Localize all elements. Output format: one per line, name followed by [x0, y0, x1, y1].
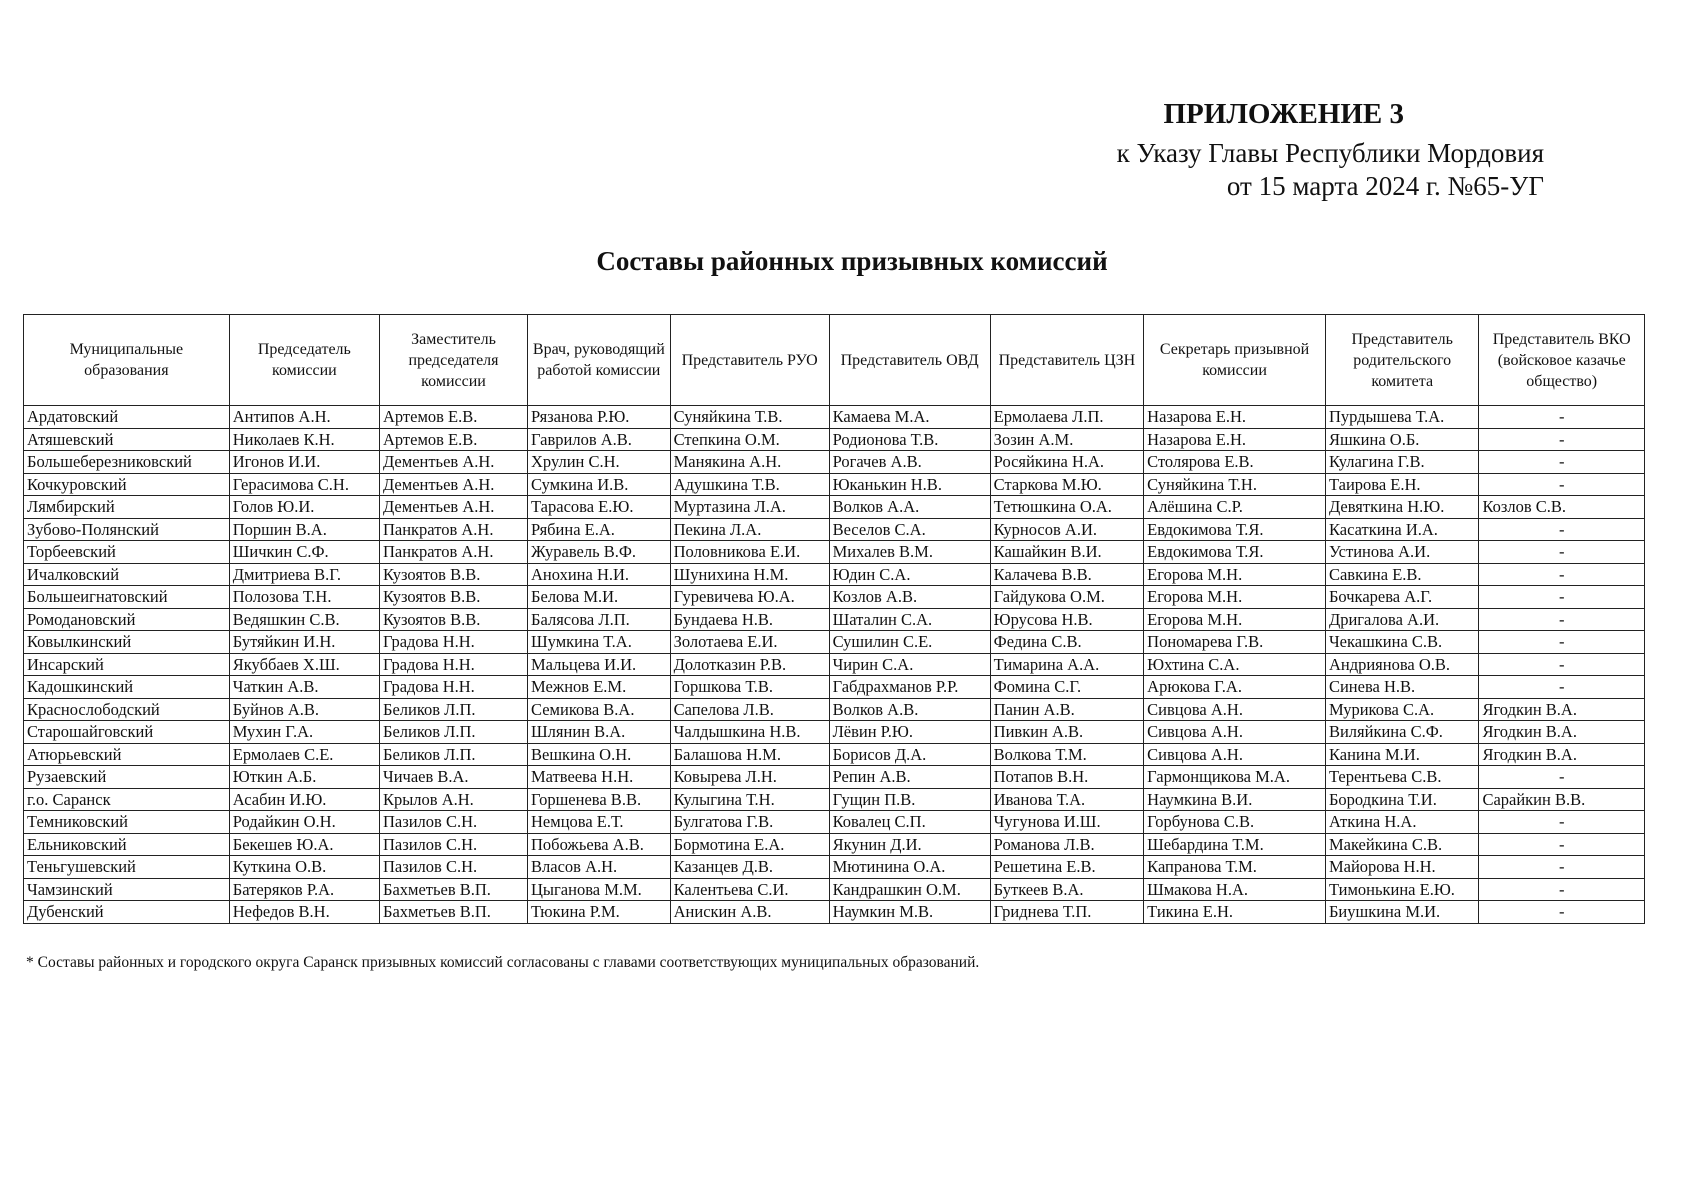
table-cell: Горбунова С.В.: [1144, 811, 1326, 834]
table-cell: Казанцев Д.В.: [670, 856, 829, 879]
table-row: [24, 563, 1645, 586]
table-cell: Кузоятов В.В.: [379, 563, 527, 586]
table-cell: Сивцова А.Н.: [1144, 743, 1326, 766]
table-cell: Шумкина Т.А.: [528, 631, 671, 654]
table-cell: Чамзинский: [24, 878, 230, 901]
table-cell: Поршин В.А.: [229, 518, 379, 541]
table-cell: Евдокимова Т.Я.: [1144, 518, 1326, 541]
table-row: [24, 811, 1645, 834]
table-cell: Федина С.В.: [990, 631, 1143, 654]
table-cell: Атяшевский: [24, 428, 230, 451]
table-cell: Назарова Е.Н.: [1144, 428, 1326, 451]
column-header: Представитель РУО: [670, 315, 829, 406]
table-cell: Градова Н.Н.: [379, 676, 527, 699]
table-cell: Столярова Е.В.: [1144, 451, 1326, 474]
table-cell: Ведяшкин С.В.: [229, 608, 379, 631]
table-cell: Суняйкина Т.Н.: [1144, 473, 1326, 496]
table-cell: Сарайкин В.В.: [1479, 788, 1645, 811]
column-header: Врач, руководящий работой комиссии: [528, 315, 671, 406]
table-cell: Сумкина И.В.: [528, 473, 671, 496]
table-row: [24, 473, 1645, 496]
table-cell: Капранова Т.М.: [1144, 856, 1326, 879]
table-row: [24, 608, 1645, 631]
table-cell: Егорова М.Н.: [1144, 586, 1326, 609]
table-cell: Бахметьев В.П.: [379, 878, 527, 901]
table-cell: Мальцева И.И.: [528, 653, 671, 676]
table-cell: Шебардина Т.М.: [1144, 833, 1326, 856]
table-cell: Балясова Л.П.: [528, 608, 671, 631]
table-cell: Суняйкина Т.В.: [670, 406, 829, 429]
table-row: [24, 406, 1645, 429]
table-row: [24, 788, 1645, 811]
table-cell: Чаткин А.В.: [229, 676, 379, 699]
table-cell: Шичкин С.Ф.: [229, 541, 379, 564]
table-cell: Дригалова А.И.: [1325, 608, 1478, 631]
table-cell: Краснослободский: [24, 698, 230, 721]
table-cell: Тетюшкина О.А.: [990, 496, 1143, 519]
table-cell: Градова Н.Н.: [379, 653, 527, 676]
table-cell: Касаткина И.А.: [1325, 518, 1478, 541]
table-cell: Крылов А.Н.: [379, 788, 527, 811]
table-cell: -: [1479, 563, 1645, 586]
table-cell: Биушкина М.И.: [1325, 901, 1478, 924]
table-cell: Чекашкина С.В.: [1325, 631, 1478, 654]
table-cell: -: [1479, 451, 1645, 474]
table-cell: -: [1479, 653, 1645, 676]
table-cell: Беликов Л.П.: [379, 721, 527, 744]
column-header: Представитель ЦЗН: [990, 315, 1143, 406]
table-cell: Чалдышкина Н.В.: [670, 721, 829, 744]
table-cell: Николаев К.Н.: [229, 428, 379, 451]
column-header: Председатель комиссии: [229, 315, 379, 406]
table-cell: Лямбирский: [24, 496, 230, 519]
table-row: [24, 451, 1645, 474]
table-cell: Репин А.В.: [829, 766, 990, 789]
table-row: [24, 766, 1645, 789]
table-cell: Ковалец С.П.: [829, 811, 990, 834]
table-cell: Терентьева С.В.: [1325, 766, 1478, 789]
table-cell: Шмакова Н.А.: [1144, 878, 1326, 901]
table-cell: Евдокимова Т.Я.: [1144, 541, 1326, 564]
table-cell: Горшкова Т.В.: [670, 676, 829, 699]
table-cell: Родайкин О.Н.: [229, 811, 379, 834]
table-cell: Власов А.Н.: [528, 856, 671, 879]
table-row: [24, 698, 1645, 721]
table-cell: Ягодкин В.А.: [1479, 721, 1645, 744]
table-header-row: [24, 315, 1645, 406]
table-cell: Ардатовский: [24, 406, 230, 429]
table-cell: Батеряков Р.А.: [229, 878, 379, 901]
table-cell: Белова М.И.: [528, 586, 671, 609]
table-cell: Тикина Е.Н.: [1144, 901, 1326, 924]
column-header: Секретарь призывной комиссии: [1144, 315, 1326, 406]
table-cell: Дмитриева В.Г.: [229, 563, 379, 586]
table-cell: Волков А.В.: [829, 698, 990, 721]
table-cell: Наумкин М.В.: [829, 901, 990, 924]
table-cell: -: [1479, 811, 1645, 834]
table-cell: Шлянин В.А.: [528, 721, 671, 744]
table-cell: Пурдышева Т.А.: [1325, 406, 1478, 429]
table-cell: Майорова Н.Н.: [1325, 856, 1478, 879]
table-cell: Камаева М.А.: [829, 406, 990, 429]
table-cell: Вешкина О.Н.: [528, 743, 671, 766]
table-cell: Мурикова С.А.: [1325, 698, 1478, 721]
table-cell: Девяткина Н.Ю.: [1325, 496, 1478, 519]
table-cell: Яшкина О.Б.: [1325, 428, 1478, 451]
table-cell: Артемов Е.В.: [379, 406, 527, 429]
table-cell: Нефедов В.Н.: [229, 901, 379, 924]
table-cell: Решетина Е.В.: [990, 856, 1143, 879]
table-cell: -: [1479, 541, 1645, 564]
table-cell: Анискин А.В.: [670, 901, 829, 924]
table-cell: Пекина Л.А.: [670, 518, 829, 541]
table-row: [24, 631, 1645, 654]
table-cell: Волков А.А.: [829, 496, 990, 519]
table-cell: Бахметьев В.П.: [379, 901, 527, 924]
table-cell: Виляйкина С.Ф.: [1325, 721, 1478, 744]
table-cell: Кузоятов В.В.: [379, 586, 527, 609]
table-cell: Устинова А.И.: [1325, 541, 1478, 564]
table-cell: Курносов А.И.: [990, 518, 1143, 541]
table-cell: Росяйкина Н.А.: [990, 451, 1143, 474]
table-cell: Бундаева Н.В.: [670, 608, 829, 631]
table-cell: Тарасова Е.Ю.: [528, 496, 671, 519]
table-cell: г.о. Саранск: [24, 788, 230, 811]
table-cell: Старкова М.Ю.: [990, 473, 1143, 496]
document-title: Составы районных призывных комиссий: [596, 246, 1108, 276]
table-cell: Савкина Е.В.: [1325, 563, 1478, 586]
table-cell: Ермолаев С.Е.: [229, 743, 379, 766]
table-cell: -: [1479, 766, 1645, 789]
column-header: Представитель родительского комитета: [1325, 315, 1478, 406]
table-cell: -: [1479, 406, 1645, 429]
table-cell: -: [1479, 428, 1645, 451]
table-cell: Большеигнатовский: [24, 586, 230, 609]
table-cell: Межнов Е.М.: [528, 676, 671, 699]
column-header: Заместитель председателя комиссии: [379, 315, 527, 406]
table-cell: Гущин П.В.: [829, 788, 990, 811]
table-cell: Муртазина Л.А.: [670, 496, 829, 519]
table-cell: -: [1479, 586, 1645, 609]
table-cell: Пазилов С.Н.: [379, 856, 527, 879]
table-cell: Кулыгина Т.Н.: [670, 788, 829, 811]
table-cell: Волкова Т.М.: [990, 743, 1143, 766]
table-cell: Михалев В.М.: [829, 541, 990, 564]
commissions-table: [23, 314, 1645, 924]
table-cell: Ягодкин В.А.: [1479, 743, 1645, 766]
table-cell: Куткина О.В.: [229, 856, 379, 879]
table-cell: Дубенский: [24, 901, 230, 924]
table-cell: Пазилов С.Н.: [379, 833, 527, 856]
decree-reference: к Указу Главы Республики Мордовия: [1116, 138, 1544, 168]
table-cell: Кашайкин В.И.: [990, 541, 1143, 564]
table-cell: Рязанова Р.Ю.: [528, 406, 671, 429]
table-cell: Сапелова Л.В.: [670, 698, 829, 721]
table-cell: Гаврилов А.В.: [528, 428, 671, 451]
table-cell: -: [1479, 901, 1645, 924]
table-cell: -: [1479, 676, 1645, 699]
table-cell: Макейкина С.В.: [1325, 833, 1478, 856]
table-cell: Атюрьевский: [24, 743, 230, 766]
table-cell: Беликов Л.П.: [379, 698, 527, 721]
table-cell: Андриянова О.В.: [1325, 653, 1478, 676]
table-cell: Рогачев А.В.: [829, 451, 990, 474]
table-cell: Гармонщикова М.А.: [1144, 766, 1326, 789]
table-cell: Ичалковский: [24, 563, 230, 586]
table-cell: Большеберезниковский: [24, 451, 230, 474]
table-cell: Ельниковский: [24, 833, 230, 856]
table-cell: Габдрахманов Р.Р.: [829, 676, 990, 699]
footnote: * Составы районных и городского округа Саранск призывных комиссий согласованы с главами соответствующих муниципальных образований.: [26, 954, 980, 971]
column-header: Представитель ОВД: [829, 315, 990, 406]
table-cell: Гриднева Т.П.: [990, 901, 1143, 924]
table-row: [24, 856, 1645, 879]
table-cell: -: [1479, 856, 1645, 879]
table-cell: Теньгушевский: [24, 856, 230, 879]
table-cell: Балашова Н.М.: [670, 743, 829, 766]
table-cell: Сушилин С.Е.: [829, 631, 990, 654]
table-cell: Панин А.В.: [990, 698, 1143, 721]
table-cell: Градова Н.Н.: [379, 631, 527, 654]
table-cell: Пазилов С.Н.: [379, 811, 527, 834]
table-cell: Золотаева Е.И.: [670, 631, 829, 654]
table-cell: Юрусова Н.В.: [990, 608, 1143, 631]
table-row: [24, 496, 1645, 519]
table-cell: Бормотина Е.А.: [670, 833, 829, 856]
table-cell: Бутяйкин И.Н.: [229, 631, 379, 654]
table-cell: Мухин Г.А.: [229, 721, 379, 744]
table-row: [24, 518, 1645, 541]
table-cell: Кочкуровский: [24, 473, 230, 496]
table-cell: Шаталин С.А.: [829, 608, 990, 631]
table-cell: Темниковский: [24, 811, 230, 834]
table-row: [24, 676, 1645, 699]
table-cell: -: [1479, 878, 1645, 901]
table-cell: Игонов И.И.: [229, 451, 379, 474]
table-cell: Калентьева С.И.: [670, 878, 829, 901]
table-cell: Борисов Д.А.: [829, 743, 990, 766]
table-cell: Асабин И.Ю.: [229, 788, 379, 811]
table-cell: Бекешев Ю.А.: [229, 833, 379, 856]
decree-date: от 15 марта 2024 г. №65-УГ: [1226, 171, 1544, 201]
table-cell: Цыганова М.М.: [528, 878, 671, 901]
table-cell: Юканькин Н.В.: [829, 473, 990, 496]
table-cell: Шунихина Н.М.: [670, 563, 829, 586]
table-cell: Аткина Н.А.: [1325, 811, 1478, 834]
table-cell: Кузоятов В.В.: [379, 608, 527, 631]
table-cell: Булгатова Г.В.: [670, 811, 829, 834]
table-row: [24, 901, 1645, 924]
table-cell: Беликов Л.П.: [379, 743, 527, 766]
table-cell: Якунин Д.И.: [829, 833, 990, 856]
table-cell: Степкина О.М.: [670, 428, 829, 451]
table-cell: -: [1479, 518, 1645, 541]
table-cell: Ковылкинский: [24, 631, 230, 654]
table-cell: Арюкова Г.А.: [1144, 676, 1326, 699]
table-cell: Ягодкин В.А.: [1479, 698, 1645, 721]
table-cell: Кадошкинский: [24, 676, 230, 699]
table-cell: Торбеевский: [24, 541, 230, 564]
table-cell: Анохина Н.И.: [528, 563, 671, 586]
table-cell: Сивцова А.Н.: [1144, 721, 1326, 744]
table-cell: Назарова Е.Н.: [1144, 406, 1326, 429]
table-cell: Герасимова С.Н.: [229, 473, 379, 496]
table-cell: Дементьев А.Н.: [379, 473, 527, 496]
table-cell: Калачева В.В.: [990, 563, 1143, 586]
table-cell: Егорова М.Н.: [1144, 608, 1326, 631]
table-row: [24, 541, 1645, 564]
table-cell: Фомина С.Г.: [990, 676, 1143, 699]
table-cell: Гайдукова О.М.: [990, 586, 1143, 609]
table-cell: Тимарина А.А.: [990, 653, 1143, 676]
table-cell: Кандрашкин О.М.: [829, 878, 990, 901]
table-cell: Побожьева А.В.: [528, 833, 671, 856]
table-cell: Семикова В.А.: [528, 698, 671, 721]
table-cell: Адушкина Т.В.: [670, 473, 829, 496]
table-cell: Козлов А.В.: [829, 586, 990, 609]
table-cell: Якуббаев Х.Ш.: [229, 653, 379, 676]
table-cell: Наумкина В.И.: [1144, 788, 1326, 811]
table-cell: Артемов Е.В.: [379, 428, 527, 451]
table-cell: Горшенева В.В.: [528, 788, 671, 811]
table-cell: Чугунова И.Ш.: [990, 811, 1143, 834]
table-cell: Потапов В.Н.: [990, 766, 1143, 789]
table-cell: Дементьев А.Н.: [379, 451, 527, 474]
table-cell: Чирин С.А.: [829, 653, 990, 676]
table-cell: Лёвин Р.Ю.: [829, 721, 990, 744]
table-cell: Голов Ю.И.: [229, 496, 379, 519]
table-cell: -: [1479, 473, 1645, 496]
table-cell: Юдин С.А.: [829, 563, 990, 586]
table-cell: Ермолаева Л.П.: [990, 406, 1143, 429]
table-cell: -: [1479, 631, 1645, 654]
table-cell: Манякина А.Н.: [670, 451, 829, 474]
table-cell: Тюкина Р.М.: [528, 901, 671, 924]
table-cell: Буткеев В.А.: [990, 878, 1143, 901]
table-cell: Родионова Т.В.: [829, 428, 990, 451]
table-cell: Журавель В.Ф.: [528, 541, 671, 564]
column-header: Муниципальные образования: [24, 315, 230, 406]
table-cell: Гуревичева Ю.А.: [670, 586, 829, 609]
table-cell: Половникова Е.И.: [670, 541, 829, 564]
table-cell: Хрулин С.Н.: [528, 451, 671, 474]
table-cell: Панкратов А.Н.: [379, 518, 527, 541]
table-row: [24, 428, 1645, 451]
table-cell: Чичаев В.А.: [379, 766, 527, 789]
table-cell: Зозин А.М.: [990, 428, 1143, 451]
table-cell: Иванова Т.А.: [990, 788, 1143, 811]
table-cell: Долотказин Р.В.: [670, 653, 829, 676]
table-cell: Пономарева Г.В.: [1144, 631, 1326, 654]
appendix-heading: ПРИЛОЖЕНИЕ 3: [1163, 98, 1404, 130]
column-header: Представитель ВКО (войсковое казачье общество): [1479, 315, 1645, 406]
table-cell: Юхтина С.А.: [1144, 653, 1326, 676]
table-cell: Козлов С.В.: [1479, 496, 1645, 519]
table-cell: Буйнов А.В.: [229, 698, 379, 721]
table-cell: Немцова Е.Т.: [528, 811, 671, 834]
table-row: [24, 653, 1645, 676]
table-cell: Веселов С.А.: [829, 518, 990, 541]
table-cell: Дементьев А.Н.: [379, 496, 527, 519]
table-row: [24, 586, 1645, 609]
table-cell: -: [1479, 608, 1645, 631]
table-cell: Инсарский: [24, 653, 230, 676]
table-row: [24, 721, 1645, 744]
table-cell: Старошайговский: [24, 721, 230, 744]
table-cell: Романова Л.В.: [990, 833, 1143, 856]
table-cell: Тимонькина Е.Ю.: [1325, 878, 1478, 901]
table-cell: Бочкарева А.Г.: [1325, 586, 1478, 609]
table-cell: Таирова Е.Н.: [1325, 473, 1478, 496]
table-row: [24, 878, 1645, 901]
table-cell: Зубово-Полянский: [24, 518, 230, 541]
table-cell: Пивкин А.В.: [990, 721, 1143, 744]
table-cell: Полозова Т.Н.: [229, 586, 379, 609]
table-cell: Антипов А.Н.: [229, 406, 379, 429]
table-cell: Сивцова А.Н.: [1144, 698, 1326, 721]
table-cell: Кулагина Г.В.: [1325, 451, 1478, 474]
table-cell: Юткин А.Б.: [229, 766, 379, 789]
table-cell: Ромодановский: [24, 608, 230, 631]
table-cell: Бородкина Т.И.: [1325, 788, 1478, 811]
table-cell: Ковырева Л.Н.: [670, 766, 829, 789]
table-cell: -: [1479, 833, 1645, 856]
table-row: [24, 743, 1645, 766]
table-cell: Егорова М.Н.: [1144, 563, 1326, 586]
table-cell: Мютинина О.А.: [829, 856, 990, 879]
table-cell: Панкратов А.Н.: [379, 541, 527, 564]
table-cell: Канина М.И.: [1325, 743, 1478, 766]
table-body: [24, 406, 1645, 924]
table-cell: Матвеева Н.Н.: [528, 766, 671, 789]
table-cell: Алёшина С.Р.: [1144, 496, 1326, 519]
table-cell: Рузаевский: [24, 766, 230, 789]
table-cell: Синева Н.В.: [1325, 676, 1478, 699]
table-cell: Рябина Е.А.: [528, 518, 671, 541]
table-row: [24, 833, 1645, 856]
